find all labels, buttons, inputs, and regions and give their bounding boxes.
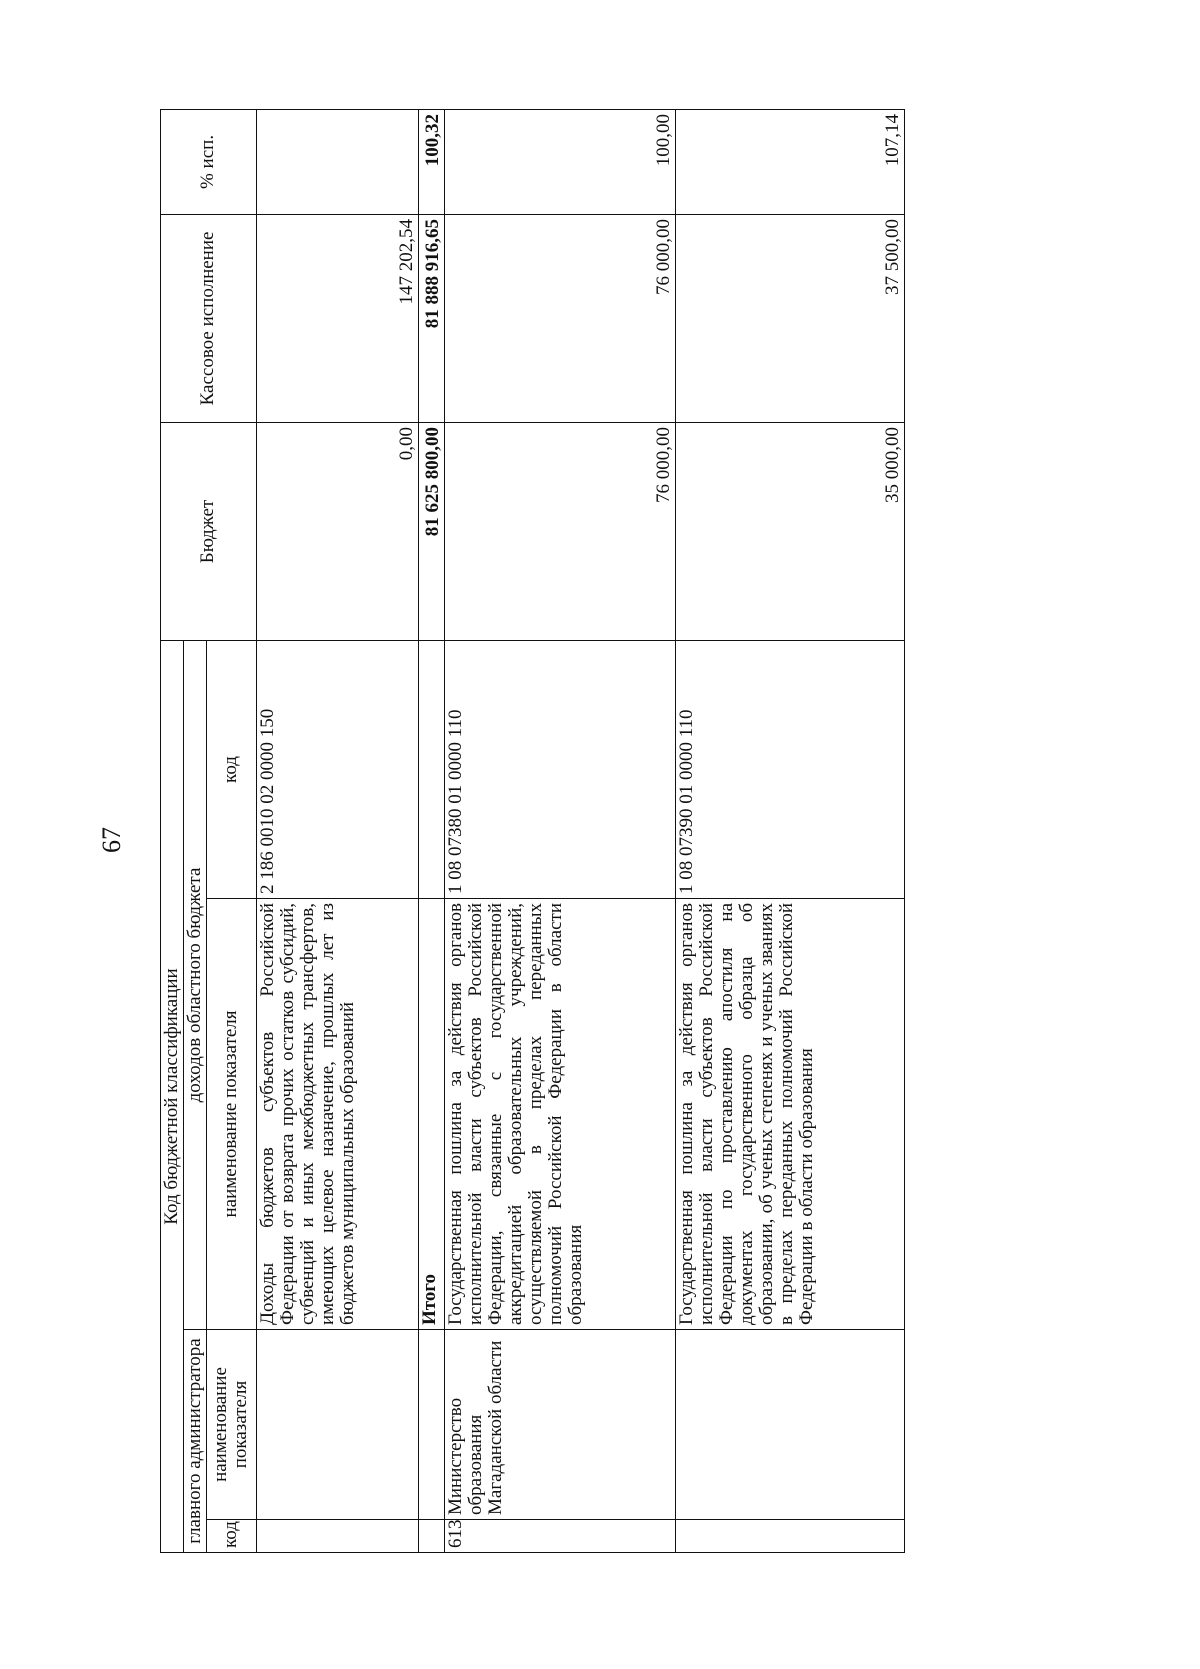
page-number: 67: [97, 827, 126, 853]
admin-code-cell: [676, 1520, 905, 1553]
table-row: [676, 109, 905, 1552]
total-label: Итого: [418, 899, 444, 1330]
percent-cell: 100,00: [445, 109, 676, 214]
header-classification: Код бюджетной классификации: [161, 640, 184, 1552]
total-percent: 100,32: [418, 109, 444, 214]
income-code-cell: 1 08 07380 01 0000 110: [445, 640, 676, 898]
table-row: [256, 109, 418, 1552]
income-code-cell: [418, 640, 444, 898]
income-code-cell: 2 186 0010 02 0000 150: [256, 640, 418, 898]
admin-code-cell: 613: [445, 1520, 676, 1553]
table-row: [445, 109, 676, 1552]
header-income-code: код: [206, 640, 256, 898]
percent-cell: 107,14: [676, 109, 905, 214]
table-row-total: [418, 109, 444, 1552]
header-admin-name: наименование показателя: [206, 1330, 256, 1520]
rotated-table-container: [160, 110, 905, 1553]
income-code-cell: 1 08 07390 01 0000 110: [676, 640, 905, 898]
percent-cell: [256, 109, 418, 214]
income-name-cell: Государственная пошлина за действия органов исполнительной власти субъектов Российской Федерации по проставлению апостиля на документах государственного образца об образовании, об ученых степенях и ученых званиях в пределах переданных полномочий Российской Федерации в области образования: [676, 899, 905, 1330]
admin-code-cell: [418, 1520, 444, 1553]
budget-cell: 76 000,00: [445, 422, 676, 640]
header-execution: Кассовое исполнение: [161, 214, 257, 422]
budget-cell: 35 000,00: [676, 422, 905, 640]
income-name-cell: Государственная пошлина за действия органов исполнительной власти субъектов Российской Федерации, связанные с государственной аккредитацией образовательных учреждений, осуществляемой в пределах переданных полномочий Российской Федерации в области образования: [445, 899, 676, 1330]
budget-cell: 0,00: [256, 422, 418, 640]
header-budget: Бюджет: [161, 422, 257, 640]
admin-name-cell: [418, 1330, 444, 1520]
admin-name-cell: Министерство образования Магаданской области: [445, 1330, 676, 1520]
total-execution: 81 888 916,65: [418, 214, 444, 422]
header-income-name: наименование показателя: [206, 899, 256, 1330]
admin-code-cell: [256, 1520, 418, 1553]
total-budget: 81 625 800,00: [418, 422, 444, 640]
header-admin-code: код: [206, 1520, 256, 1553]
execution-cell: 76 000,00: [445, 214, 676, 422]
header-percent: % исп.: [161, 109, 257, 214]
header-admin: главного администратора: [183, 1330, 206, 1553]
budget-table: [160, 109, 905, 1553]
header-income: доходов областного бюджета: [183, 640, 206, 1329]
admin-name-cell: [676, 1330, 905, 1520]
income-name-cell: Доходы бюджетов субъектов Российской Федерации от возврата прочих остатков субсидий, субвенций и иных межбюджетных трансфертов, имеющих целевое назначение, прошлых лет из бюджетов муниципальных образований: [256, 899, 418, 1330]
execution-cell: 147 202,54: [256, 214, 418, 422]
execution-cell: 37 500,00: [676, 214, 905, 422]
admin-name-cell: [256, 1330, 418, 1520]
